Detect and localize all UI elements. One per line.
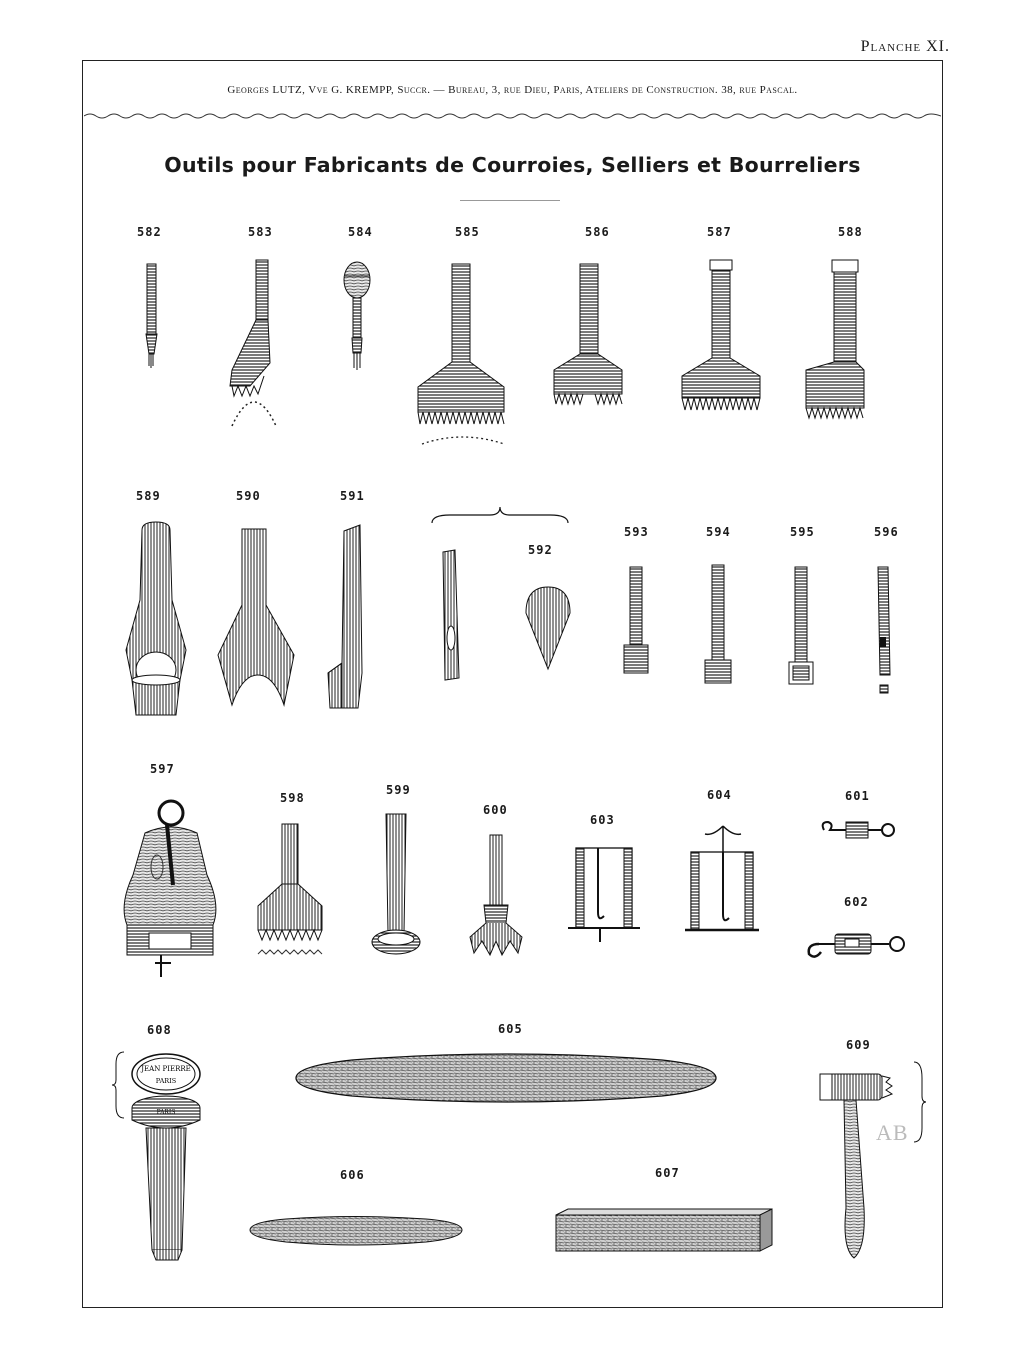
punch-582-illustration: [140, 262, 164, 372]
label-588: 588: [838, 225, 863, 239]
hollow-punch-589-illustration: [120, 520, 190, 720]
label-602: 602: [844, 895, 869, 909]
pricking-iron-586-illustration: [548, 262, 628, 412]
name-stamp-608-illustration: [126, 1050, 206, 1270]
label-608: 608: [147, 1023, 172, 1037]
strap-frame-603-illustration: [564, 842, 644, 947]
swivel-hook-602-illustration: [805, 928, 910, 962]
label-605: 605: [498, 1022, 523, 1036]
stamp-impression-bottom: PARIS: [155, 1077, 177, 1085]
label-592: 592: [528, 543, 553, 557]
awl-584-illustration: [338, 258, 378, 378]
label-603: 603: [590, 813, 615, 827]
pricking-iron-587-illustration: [676, 258, 766, 418]
punch-596-illustration: [872, 565, 897, 700]
swivel-601-illustration: [818, 816, 898, 844]
label-590: 590: [236, 489, 261, 503]
label-609: 609: [846, 1038, 871, 1052]
sharpening-stone-606-illustration: [246, 1214, 466, 1248]
pricking-iron-588-illustration: [802, 258, 872, 428]
label-584: 584: [348, 225, 373, 239]
label-601: 601: [845, 789, 870, 803]
corner-mark: AB: [876, 1120, 909, 1145]
oval-shape-592-illustration: [522, 583, 574, 673]
label-606: 606: [340, 1168, 365, 1182]
label-599: 599: [386, 783, 411, 797]
strap-end-punch-591-illustration: [322, 523, 372, 718]
stitching-clam-597-illustration: [115, 795, 225, 985]
brace-592-illustration: [430, 505, 570, 527]
punch-593-illustration: [618, 565, 658, 680]
label-593: 593: [624, 525, 649, 539]
label-598: 598: [280, 791, 305, 805]
label-595: 595: [790, 525, 815, 539]
sharpening-block-607-illustration: [552, 1205, 777, 1255]
oval-punch-592-illustration: [435, 548, 465, 683]
label-586: 586: [585, 225, 610, 239]
stamp-die-text: PARIS: [156, 1109, 176, 1116]
label-591: 591: [340, 489, 365, 503]
wavy-divider: [84, 110, 941, 122]
label-594: 594: [706, 525, 731, 539]
wheel-punch-599-illustration: [368, 812, 423, 962]
label-607: 607: [655, 1166, 680, 1180]
label-597: 597: [150, 762, 175, 776]
label-583: 583: [248, 225, 273, 239]
label-582: 582: [137, 225, 162, 239]
label-585: 585: [455, 225, 480, 239]
punch-594-illustration: [700, 563, 740, 688]
label-596: 596: [874, 525, 899, 539]
strap-frame-604-illustration: [683, 822, 763, 944]
maker-header: Georges LUTZ, Vve G. KREMPP, Succr. — Bureau, 3, rue Dieu, Paris, Ateliers de Construction. 38, rue Pascal.: [227, 84, 798, 96]
pricking-iron-585-illustration: [412, 262, 512, 452]
label-600: 600: [483, 803, 508, 817]
strap-end-punch-590-illustration: [214, 525, 299, 715]
title-underline: [460, 200, 560, 201]
page-title: Outils pour Fabricants de Courroies, Selliers et Bourreliers: [164, 153, 861, 177]
multi-punch-600-illustration: [462, 833, 537, 963]
punch-595-illustration: [785, 565, 820, 690]
sharpening-stone-605-illustration: [292, 1048, 722, 1108]
label-587: 587: [707, 225, 732, 239]
plate-number: Planche XI.: [860, 38, 950, 55]
label-589: 589: [136, 489, 161, 503]
pricking-iron-583-illustration: [224, 258, 284, 428]
hammer-609-illustration: [810, 1058, 930, 1268]
label-604: 604: [707, 788, 732, 802]
pricking-iron-598-illustration: [254, 822, 334, 967]
brace-608-illustration: [112, 1050, 126, 1120]
stamp-impression-top: JEAN PIERRE: [141, 1065, 191, 1073]
